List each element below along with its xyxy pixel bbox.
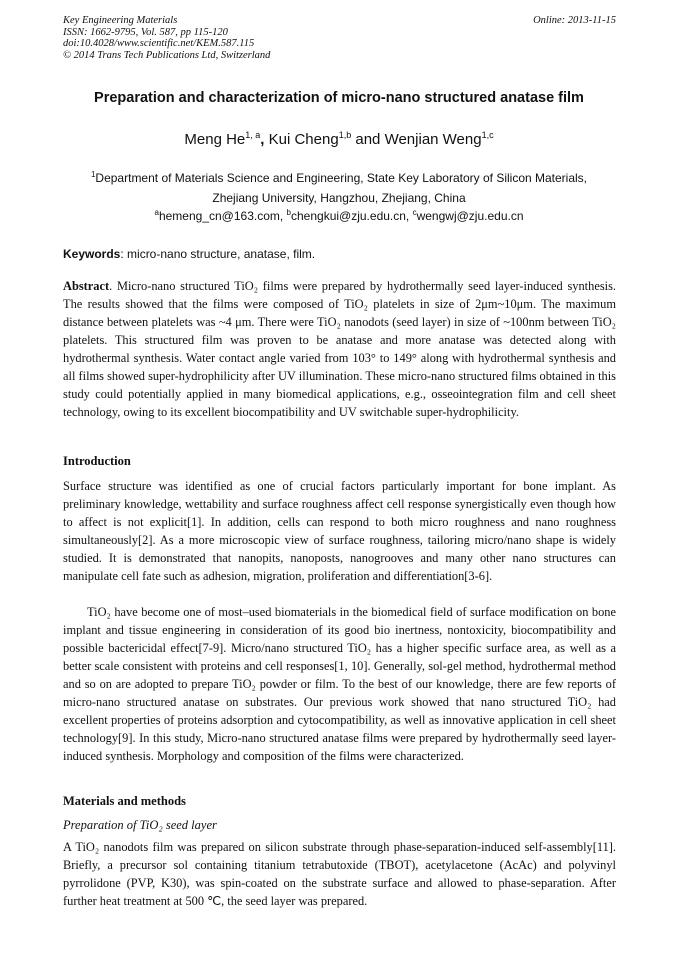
email-link[interactable]: hemeng_cn@163.com <box>158 209 280 223</box>
abstract-text: . Micro-nano structured TiO₂ films were prepared by hydrothermally seed layer-induced synthesis. The results showed that the films were composed of TiO₂ platelets in size of 2μm~10μm. The maximum distance between platelets was ~4 μm. There were TiO₂ nanodots (seed layer) in size of ~100nm between TiO₂ platelets. This structured film was proven to be anatase and more anatase was detected along with hydrothermal synthesis. Water contact angle varied from 103° to 149° along with hydrothermal synthesis and all films showed super-hydrophilicity after UV illumination. These micro-nano structured films obtained in this study could potentially applied in many biomedical applications, e.g., osseointegration film and cell sheet technology, owing to its excellent biocompatibility and UV switchable super-hydrophilicity. <box>63 279 616 419</box>
affiliation-sup: 1 <box>90 170 96 179</box>
author-affiliation-sup: 1,c <box>481 130 494 140</box>
journal-doi: doi:10.4028/www.scientific.net/KEM.587.115 <box>63 38 255 49</box>
keywords-text: : micro-nano structure, anatase, film. <box>120 247 316 261</box>
journal-copyright: © 2014 Trans Tech Publications Ltd, Switzerland <box>63 49 271 61</box>
email-list <box>40 208 638 223</box>
affiliation-line-2: Zhejiang University, Hangzhou, Zhejiang, China <box>212 191 466 205</box>
author-separator: , <box>260 131 269 148</box>
journal-issn: ISSN: 1662-9795, Vol. 587, pp 115-120 <box>63 26 228 38</box>
affiliation <box>60 165 618 208</box>
author-name: Kui Cheng <box>268 131 339 148</box>
email-separator: , <box>405 209 413 223</box>
author-list <box>40 130 638 148</box>
email-sup: c <box>412 208 417 217</box>
email-separator: , <box>279 209 287 223</box>
email-link[interactable]: wengwj@zju.edu.cn <box>416 209 524 223</box>
email-sup: b <box>286 208 291 217</box>
email-link[interactable]: chengkui@zju.edu.cn <box>291 209 406 223</box>
keywords-label: Keywords <box>63 247 121 261</box>
methods-subheading: Preparation of TiO₂ seed layer <box>63 818 217 832</box>
affiliation-line-1: Department of Materials Science and Engineering, State Key Laboratory of Silicon Materials, <box>95 171 588 185</box>
journal-name: Key Engineering Materials <box>63 15 178 26</box>
journal-header <box>63 15 616 61</box>
abstract <box>63 277 616 421</box>
methods-heading: Materials and methods <box>63 794 186 808</box>
online-date: Online: 2013-11-15 <box>533 15 616 26</box>
paper-title: Preparation and characterization of micro-nano structured anatase film <box>94 90 584 106</box>
author-name: Wenjian Weng <box>384 131 482 148</box>
author-affiliation-sup: 1, a <box>245 130 261 140</box>
keywords <box>63 247 616 261</box>
introduction-heading: Introduction <box>63 454 131 468</box>
methods-paragraph-1: A TiO₂ nanodots film was prepared on silicon substrate through phase-separation-induced self-assembly[11]. Briefly, a precursor sol containing titanium tetrabutoxide (TBOT), acetylacetone (AcAc) and polyvinyl pyrrolidone (PVP, K30), was spin-coated on the substrate surface and allowed to phase-separation. After further heat treatment at 500 ℃, the seed layer was prepared. <box>63 840 616 908</box>
introduction-paragraph-1: Surface structure was identified as one of crucial factors particularly important for bone implant. As preliminary knowledge, wettability and surface roughness affect cell response synergistically even though how to affect is not explicit[1]. In addition, cells can respond to both micro roughness and nano roughness simultaneously[2]. As a more microscopic view of surface roughness, tailoring micro/nano shape is widely studied. It is demonstrated that nanopits, nanoposts, nanogrooves and many other nano structures can manipulate cell fate such as adhesion, migration, proliferation and differentiation[3-6]. <box>63 479 616 583</box>
author-separator: and <box>351 131 385 148</box>
author-name: Meng He <box>184 131 246 148</box>
email-sup: a <box>154 208 159 217</box>
author-affiliation-sup: 1,b <box>338 130 352 140</box>
abstract-label: Abstract <box>63 279 110 293</box>
introduction-paragraph-2: TiO₂ have become one of most–used biomaterials in the biomedical field of surface modification on bone implant and tissue engineering in consideration of its good bio inertness, nontoxicity, biocompatibility and possible bactericidal effect[7-9]. Micro/nano structured TiO₂ has a higher specific surface area, as well as a better scale consistent with proteins and cell responses[1, 10]. Generally, sol-gel method, hydrothermal method and so on are adopted to prepare TiO₂ powder or film. To the best of our knowledge, there are few reports of micro-nano structured anatase on substrates. Our previous work showed that nano structured TiO₂ had excellent properties of proteins adsorption and cytocompatibility, as well as innovative application in cell sheet technology[9]. In this study, Micro-nano structured anatase films were prepared by hydrothermally seed layer-induced synthesis. Morphology and composition of the films were characterized. <box>63 605 616 763</box>
